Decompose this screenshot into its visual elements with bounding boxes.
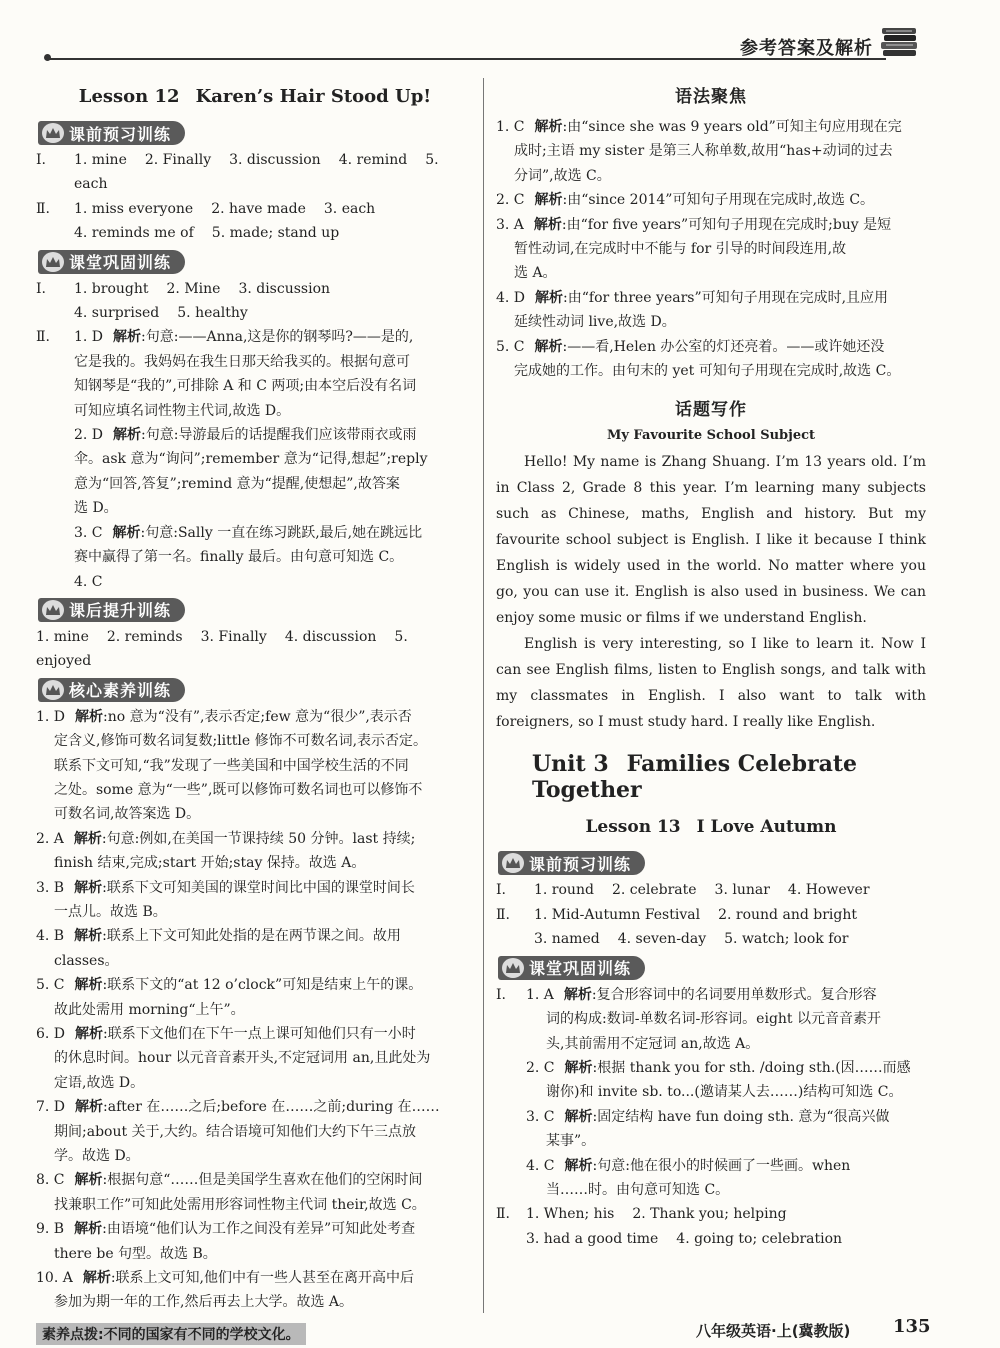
books-icon: [880, 20, 920, 60]
answer-explanation: [36, 1168, 474, 1192]
explain-text: :由“for five years”可知句子用现在完成时;buy 是短: [561, 216, 892, 233]
explain-line: 它是我的。我妈妈在我生日那天给我买的。根据句意可: [74, 353, 410, 370]
explain-line: 选 D。: [74, 500, 118, 517]
answer-key: 1. C: [496, 119, 525, 135]
answer-item: 5. each: [74, 152, 439, 193]
lesson-13-title: [496, 817, 926, 837]
essay-paragraph: English is very interesting, so I like to learn it. Now I can see English films, listen to English songs, and talk with my classmates in English. I also want to talk with foreigners, so I must study hard. I really like English.: [496, 636, 926, 731]
answer-item: 3. lunar: [714, 882, 770, 899]
answer-key: 3. C: [74, 524, 103, 541]
explain-text: :——看,Helen 办公室的灯还亮着。——或许她还没: [562, 338, 885, 355]
explain-line: 分词”,故选 C。: [514, 167, 611, 184]
explain-text: :联系下文的“at 12 o’clock”可知是结束上午的课。: [102, 977, 423, 994]
essay-paragraph: Hello! My name is Zhang Shuang. I’m 13 years old. I’m in Class 2, Grade 8 this year. I’m learning many subjects such as Chinese, maths, English and history. But my favourite school subject is English. I like it because I think English is widely used in the world. No matter where you go, you can use it. English is also used in business. We can enjoy some music or films if we understand English.: [496, 454, 926, 627]
answer-item: 4. However: [787, 882, 870, 899]
explain-line: 意为“回答,答复”;remind 意为“提醒,使想起”,故答案: [74, 475, 400, 492]
answer-item: 2. Thank you; helping: [632, 1206, 787, 1223]
answer-item: 2. Finally: [144, 152, 212, 168]
explain-line: 可知应填名词性物主代词,故选 D。: [74, 402, 291, 419]
section-banner-classroom: [38, 250, 185, 274]
explain-text: :联系下文他们在下午一点上课可知他们只有一小时: [103, 1026, 416, 1042]
answer-item: 5. watch; look for: [724, 931, 849, 948]
answer-explanation: [36, 827, 474, 851]
explain-label: 解析: [563, 986, 592, 1003]
explain-line: 某事”。: [546, 1133, 596, 1150]
answer-item: 4. going to; celebration: [676, 1230, 843, 1247]
explain-line: 一点儿。故选 B。: [54, 903, 167, 920]
answer-explanation: [496, 1154, 926, 1178]
answer-row: [36, 301, 474, 325]
explain-label: 解析: [74, 928, 103, 945]
explain-label: 解析: [75, 1026, 104, 1042]
answer-key: 10. A: [36, 1270, 73, 1287]
literacy-tip: 素养点拨:不同的国家有不同的学校文化。: [36, 1323, 306, 1345]
explain-label: 解析: [74, 977, 103, 994]
explain-text: :句意:他在很小的时候画了一些画。when: [592, 1157, 851, 1174]
explain-line: 延续性动词 live,故选 D。: [514, 314, 676, 331]
answer-explanation: [36, 521, 474, 545]
banner-label: 课堂巩固训练: [529, 959, 632, 979]
explain-text: :联系下文可知美国的课堂时间比中国的课堂时间长: [102, 879, 415, 896]
section-banner-after-class: [38, 598, 185, 622]
answer-explanation: [496, 213, 926, 237]
answer-key: 5. C: [36, 977, 65, 994]
answer-key: 4. C: [526, 1157, 555, 1174]
answer-item: 2. reminds: [106, 628, 183, 645]
explain-line: 头,其前需用不定冠词 an,故选 A。: [546, 1035, 760, 1052]
answer-row: [496, 1202, 926, 1226]
explain-text: :由语境“他们认为工作之间没有差异”可知此处考查: [102, 1221, 416, 1238]
explain-line: 伞。ask 意为“询问”;remember 意为“记得,想起”;reply: [74, 451, 428, 468]
crown-icon: [42, 252, 64, 272]
banner-label: 课堂巩固训练: [69, 253, 172, 273]
essay-title: My Favourite School Subject: [606, 428, 816, 444]
explain-line: finish 结束,完成;start 开始;stay 保持。故选 A。: [54, 855, 366, 872]
answer-explanation: [496, 188, 926, 212]
footer-book-title: 八年级英语·上(冀教版): [696, 1322, 851, 1340]
answer-row: [496, 927, 926, 951]
answer-item: 4. seven-day: [617, 931, 707, 948]
answer-item: 4. reminds me of: [74, 225, 194, 242]
explain-line: 暂性动词,在完成时中不能与 for 引导的时间段连用,故: [514, 241, 847, 258]
explain-line: 当……时。由句意可知选 C。: [546, 1181, 730, 1198]
answer-item: 3. each: [323, 200, 376, 217]
explain-line: 谢你)和 invite sb. to...(邀请某人去……)结构可知选 C。: [546, 1084, 903, 1101]
explain-label: 解析: [75, 1099, 104, 1116]
explain-text: :由“since she was 9 years old”可知主句应用现在完: [562, 119, 902, 135]
answer-item: 3. had a good time: [526, 1230, 659, 1247]
answer-key: 9. B: [36, 1221, 65, 1238]
section-banner-classroom: [498, 956, 645, 980]
explain-line: 知钢琴是“我的”,可排除 A 和 C 两项;由本空后没有名词: [74, 378, 417, 395]
roman-label: Ⅰ.: [36, 152, 46, 168]
explain-text: :联系上文可知,他们中有一些人甚至在离开高中后: [110, 1270, 414, 1287]
crown-icon: [502, 853, 524, 873]
explain-label: 解析: [533, 216, 562, 233]
crown-icon: [502, 958, 524, 978]
explain-label: 解析: [535, 289, 564, 306]
section-banner-core-literacy: [38, 678, 185, 702]
answer-key: 2. A: [36, 830, 64, 847]
unit-title: [532, 751, 926, 803]
explain-line: 定语,故选 D。: [54, 1074, 145, 1091]
answer-item: 1. Mid-Autumn Festival: [534, 906, 701, 923]
roman-label: Ⅰ.: [496, 882, 506, 899]
roman-label: Ⅰ.: [36, 280, 46, 297]
roman-label: Ⅰ.: [496, 986, 506, 1003]
answer-key: 3. B: [36, 879, 65, 896]
answer-explanation: [496, 286, 926, 310]
lesson-name: Karen’s Hair Stood Up!: [195, 86, 432, 107]
answer-explanation: [36, 876, 474, 900]
explain-line: 期间;about 关于,大约。结合语境可知他们大约下午三点放: [54, 1123, 416, 1140]
answer-row: [496, 903, 926, 927]
answer-item: 1. brought: [74, 280, 149, 297]
crown-icon: [42, 123, 64, 143]
explain-line: 完成她的工作。由句末的 yet 可知句子用现在完成时,故选 C。: [514, 363, 901, 380]
answer-item: 1. mine: [36, 628, 89, 645]
explain-label: 解析: [564, 1157, 593, 1174]
answer-row: [496, 1227, 926, 1251]
explain-line: 可数名词,故答案选 D。: [54, 806, 201, 823]
lesson-number: Lesson 12: [78, 86, 180, 107]
answer-key: 2. C: [526, 1059, 555, 1076]
answer-explanation: [496, 1105, 926, 1129]
explain-line: classes。: [54, 952, 119, 969]
explain-label: 解析: [74, 1172, 103, 1189]
answer-item: 3. discussion: [238, 280, 331, 297]
page-header-title: 参考答案及解析: [740, 38, 873, 59]
answer-row: [36, 221, 474, 245]
answer-key: 7. D: [36, 1099, 66, 1116]
explain-line: 定含义,修饰可数名词复数;little 修饰不可数名词,表示否定。: [54, 733, 428, 750]
explain-label: 解析: [74, 879, 103, 896]
explain-line: 之处。some 意为“一些”,既可以修饰可数名词也可以修饰不: [54, 781, 423, 798]
answer-explanation: [36, 325, 474, 349]
explain-text: :根据句意“……但是美国学生喜欢在他们的空闲时间: [102, 1172, 423, 1189]
answer-key: 4. C: [74, 573, 103, 590]
answer-key: 2. D: [74, 427, 104, 444]
answer-key: 1. D: [74, 329, 104, 346]
answer-item: 3. named: [534, 931, 600, 948]
explain-text: :由“for three years”可知句子用现在完成时,且应用: [563, 289, 889, 306]
explain-label: 解析: [113, 329, 142, 346]
explain-label: 解析: [112, 524, 141, 541]
explain-label: 解析: [113, 427, 142, 444]
explain-line: 词的构成:数词-单数名词-形容词。eight 以元音音素开: [546, 1011, 881, 1028]
answer-item: 4. discussion: [284, 628, 377, 645]
answer-item: 2. Mine: [166, 280, 221, 297]
explain-text: :复合形容词中的名词要用单数形式。复合形容: [591, 986, 877, 1003]
answer-explanation: [36, 973, 474, 997]
explain-text: :after 在……之后;before 在……之前;during 在……: [103, 1099, 440, 1116]
answer-item: 4. remind: [338, 152, 408, 168]
answer-key: 8. C: [36, 1172, 65, 1189]
answer-item: 3. discussion: [229, 152, 321, 168]
explain-label: 解析: [564, 1059, 593, 1076]
explain-label: 解析: [75, 708, 104, 725]
answer-item: 5. made; stand up: [211, 225, 340, 242]
roman-label: Ⅱ.: [496, 1206, 510, 1223]
section-banner-preview: [38, 121, 185, 145]
answer-key: 2. C: [496, 192, 525, 209]
crown-icon: [42, 600, 64, 620]
answer-explanation: [496, 115, 926, 139]
answer-row: [36, 197, 474, 221]
answer-item: 1. mine: [74, 152, 127, 168]
answer-key: 4. B: [36, 928, 65, 945]
banner-label: 核心素养训练: [69, 681, 172, 701]
crown-icon: [42, 680, 64, 700]
explain-text: :根据 thank you for sth. /doing sth.(因……而感: [592, 1059, 911, 1076]
answer-key: 4. D: [496, 289, 526, 306]
answer-explanation: [36, 1217, 474, 1241]
banner-label: 课前预习训练: [529, 854, 632, 874]
answer-explanation: [36, 705, 474, 729]
roman-label: Ⅱ.: [496, 906, 510, 923]
explain-line: 学。故选 D。: [54, 1148, 140, 1165]
grammar-heading: 语法聚焦: [675, 87, 747, 107]
answer-explanation: [36, 1266, 474, 1290]
explain-text: :联系上下文可知此处指的是在两节课之间。故用: [102, 928, 401, 945]
explain-text: :由“since 2014”可知句子用现在完成时,故选 C。: [562, 192, 875, 209]
explain-line: 联系下文可知,“我”发现了一些美国和中国学校生活的不同: [54, 757, 409, 774]
answer-key: 5. C: [496, 338, 525, 355]
explain-text: :句意:导游最后的话提醒我们应该带雨衣或雨: [141, 427, 417, 444]
answer-row: [496, 878, 926, 902]
answer-explanation: [36, 924, 474, 948]
banner-label: 课后提升训练: [69, 601, 172, 621]
answer-explanation: [36, 1095, 474, 1119]
answer-row: [36, 148, 474, 197]
explain-line: 找兼职工作”可知此处需用形容词性物主代词 their,故选 C。: [54, 1196, 426, 1213]
answer-key: 1. D: [36, 708, 66, 725]
lesson-name: I Love Autumn: [696, 817, 837, 838]
explain-text: :no 意为“没有”,表示否定;few 意为“很少”,表示否: [103, 708, 412, 725]
answer-explanation: [36, 423, 474, 447]
answer-item: 1. miss everyone: [74, 200, 194, 217]
lesson-12-title: [36, 86, 474, 107]
answer-row: [36, 277, 474, 301]
right-column: [496, 80, 926, 1251]
answer-key: 1. A: [526, 986, 554, 1003]
lesson-number: Lesson 13: [585, 817, 681, 838]
answer-item: 1. When; his: [526, 1206, 615, 1223]
explain-label: 解析: [564, 1108, 593, 1125]
writing-heading: 话题写作: [675, 400, 747, 421]
answer-item: 3. Finally: [200, 628, 267, 645]
answer-explanation: [496, 1056, 926, 1080]
answer-explanation: [496, 335, 926, 359]
answer-key: 3. A: [496, 216, 524, 233]
explain-line: there be 句型。故选 B。: [54, 1245, 217, 1262]
answer-item: 5. enjoyed: [36, 628, 408, 670]
explain-label: 解析: [534, 338, 563, 355]
explain-line: 参加为期一年的工作,然后再去上大学。故选 A。: [54, 1294, 354, 1311]
explain-text: :固定结构 have fun doing sth. 意为“很高兴做: [592, 1108, 890, 1125]
roman-label: Ⅱ.: [36, 200, 50, 217]
explain-label: 解析: [82, 1270, 111, 1287]
answer-key: 6. D: [36, 1026, 66, 1042]
answer-item: 4. surprised: [74, 305, 160, 322]
explain-label: 解析: [534, 119, 563, 135]
answer-row: [36, 625, 474, 674]
explain-text: :句意:Sally 一直在练习跳跃,最后,她在跳远比: [140, 524, 423, 541]
explain-line: 赛中赢得了第一名。finally 最后。由句意可知选 C。: [74, 549, 404, 566]
roman-label: Ⅱ.: [36, 329, 50, 346]
answer-item: 2. round and bright: [718, 906, 857, 923]
explain-label: 解析: [73, 830, 102, 847]
answer-explanation: [36, 1022, 474, 1046]
banner-label: 课前预习训练: [69, 124, 172, 144]
section-banner-preview: [498, 851, 645, 875]
explain-text: :句意:例如,在美国一节课持续 50 分钟。last 持续;: [101, 830, 416, 847]
unit-number: Unit 3: [532, 751, 609, 778]
explain-line: 故此处需用 morning“上午”。: [54, 1001, 245, 1018]
answer-item: 1. round: [534, 882, 594, 899]
explain-line: 选 A。: [514, 265, 557, 282]
page-number: 135: [893, 1316, 931, 1337]
answer-item: 2. celebrate: [611, 882, 697, 899]
column-divider: [483, 78, 484, 1313]
left-column: [36, 80, 474, 1345]
explain-line: 成时;主语 my sister 是第三人称单数,故用“has+动词的过去: [514, 143, 893, 160]
answer-explanation: [496, 983, 926, 1007]
unit-name: Families Celebrate Together: [532, 751, 857, 804]
answer-key: 3. C: [526, 1108, 555, 1125]
explain-line: 的休息时间。hour 以元音音素开头,不定冠词用 an,且此处为: [54, 1050, 431, 1067]
explain-label: 解析: [534, 192, 563, 209]
explain-text: :句意:——Anna,这是你的钢琴吗?——是的,: [141, 329, 414, 346]
explain-label: 解析: [74, 1221, 103, 1238]
answer-item: 5. healthy: [177, 305, 248, 322]
answer-item: 2. have made: [211, 200, 306, 217]
